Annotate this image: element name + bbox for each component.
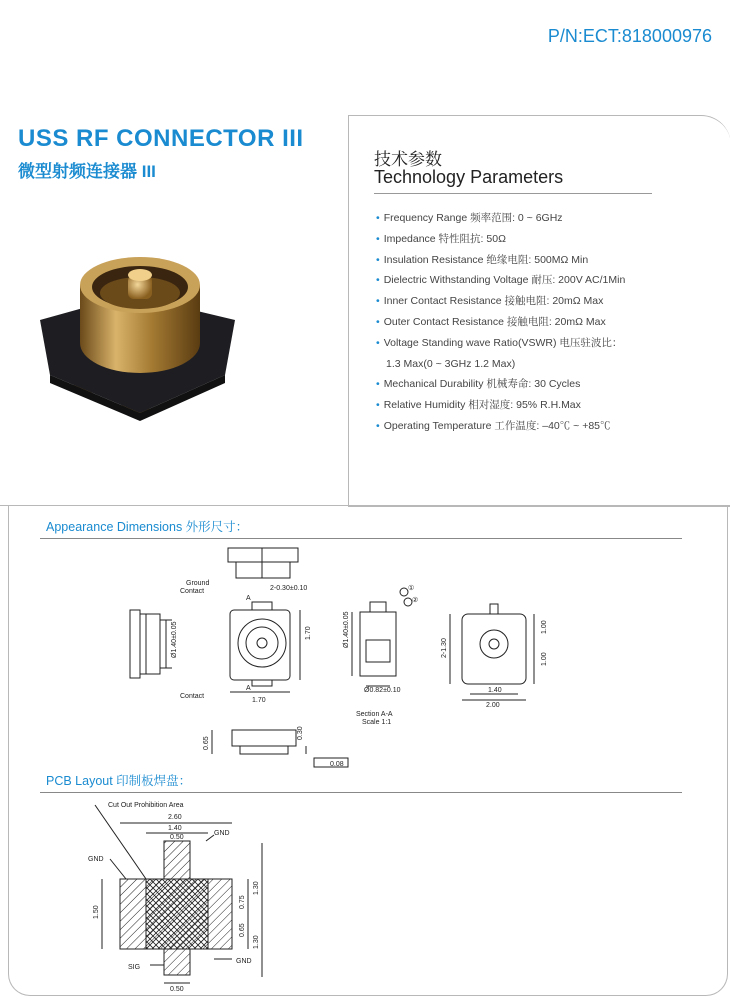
top-outline xyxy=(228,548,298,562)
cutout-area xyxy=(146,879,208,949)
svg-text:1.70: 1.70 xyxy=(252,697,266,704)
bullet-icon: • xyxy=(376,253,380,266)
svg-text:1.30: 1.30 xyxy=(253,935,260,949)
svg-text:1.50: 1.50 xyxy=(93,905,100,919)
param-item: • Dielectric Withstanding Voltage 耐压: 200V AC/1Min xyxy=(376,274,626,287)
svg-text:0.08: 0.08 xyxy=(330,761,344,768)
svg-text:①: ① xyxy=(408,585,415,592)
svg-text:Ground: Ground xyxy=(186,580,210,587)
svg-text:Section A-A: Section A-A xyxy=(356,711,393,718)
param-item: • Operating Temperature 工作温度: –40℃ ~ +85℃ xyxy=(376,419,611,432)
svg-text:Ø1.40±0.05: Ø1.40±0.05 xyxy=(171,621,178,658)
svg-text:SIG: SIG xyxy=(128,964,141,971)
pcb-underline xyxy=(40,792,682,793)
appearance-underline xyxy=(40,538,682,539)
svg-text:0.30: 0.30 xyxy=(297,726,304,740)
svg-text:1.00: 1.00 xyxy=(541,652,548,666)
bullet-icon: • xyxy=(376,212,380,224)
svg-text:2.60: 2.60 xyxy=(168,814,182,821)
svg-text:1.00: 1.00 xyxy=(541,620,548,634)
param-item: • Frequency Range 频率范围: 0 ~ 6GHz xyxy=(376,212,563,224)
sig-pad xyxy=(164,949,190,975)
svg-text:②: ② xyxy=(412,597,419,604)
param-item: • Inner Contact Resistance 接触电阻: 20mΩ Max xyxy=(376,295,604,308)
svg-text:A: A xyxy=(246,685,251,692)
bullet-icon: • xyxy=(376,274,380,287)
svg-text:2-1.30: 2-1.30 xyxy=(441,638,448,658)
param-item: • Voltage Standing wave Ratio(VSWR) 电压驻波比： xyxy=(376,336,623,349)
param-item: • Insulation Resistance 绝缘电阻: 500MΩ Min xyxy=(376,253,589,266)
connector-photo xyxy=(30,235,250,425)
svg-text:0.50: 0.50 xyxy=(170,834,184,841)
param-item: • Outer Contact Resistance 接触电阻: 20mΩ Max xyxy=(376,315,606,328)
svg-text:1.30: 1.30 xyxy=(253,881,260,895)
svg-text:0.75: 0.75 xyxy=(239,895,246,909)
svg-text:Cut Out Prohibition Area: Cut Out Prohibition Area xyxy=(108,802,184,809)
svg-text:Contact: Contact xyxy=(180,693,205,700)
svg-text:2.00: 2.00 xyxy=(486,702,500,709)
param-item: • Impedance 特性阻抗: 50Ω xyxy=(376,232,506,245)
tech-title-underline xyxy=(374,193,652,194)
svg-text:1.70: 1.70 xyxy=(305,626,312,640)
bullet-icon: • xyxy=(376,399,380,412)
bullet-icon: • xyxy=(376,315,380,328)
param-item: • Relative Humidity 相对湿度: 95% R.H.Max xyxy=(376,399,581,412)
appearance-title: Appearance Dimensions 外形尺寸： xyxy=(46,520,249,534)
svg-text:Scale 1:1: Scale 1:1 xyxy=(362,719,392,726)
svg-text:1.40: 1.40 xyxy=(168,825,182,832)
svg-text:0.65: 0.65 xyxy=(239,923,246,937)
svg-text:GND: GND xyxy=(236,958,252,965)
param-list xyxy=(376,208,625,437)
top-outline xyxy=(236,562,290,578)
tech-title-en: Technology Parameters xyxy=(374,167,564,187)
param-item: • Mechanical Durability 机械寿命: 30 Cycles xyxy=(376,378,581,391)
pcb-drawing xyxy=(0,795,730,995)
svg-text:0.65: 0.65 xyxy=(203,736,210,750)
svg-text:Contact: Contact xyxy=(180,588,205,595)
gnd-pad xyxy=(164,841,190,879)
svg-text:GND: GND xyxy=(214,830,230,837)
svg-text:A: A xyxy=(246,595,251,602)
pcb-title: PCB Layout 印制板焊盘： xyxy=(46,774,192,788)
bullet-icon: • xyxy=(376,295,380,308)
bullet-icon: • xyxy=(376,378,380,391)
product-title-cn: 微型射频连接器 III xyxy=(18,162,156,181)
appearance-drawing xyxy=(0,540,730,770)
part-number: P/N:ECT:818000976 xyxy=(547,26,712,46)
svg-text:0.50: 0.50 xyxy=(170,986,184,993)
svg-text:GND: GND xyxy=(88,856,104,863)
bullet-icon: • xyxy=(376,232,380,245)
tech-title-cn: 技术参数 xyxy=(374,150,442,169)
bullet-icon: • xyxy=(376,419,380,432)
svg-text:2-0.30±0.10: 2-0.30±0.10 xyxy=(270,585,308,592)
svg-text:Ø0.82±0.10: Ø0.82±0.10 xyxy=(364,687,401,694)
bullet-icon: • xyxy=(376,336,380,349)
svg-text:1.40: 1.40 xyxy=(488,687,502,694)
param-item-continued: 1.3 Max(0 ~ 3GHz 1.2 Max) xyxy=(386,357,516,370)
svg-text:Ø1.40±0.05: Ø1.40±0.05 xyxy=(343,611,350,648)
product-title-en: USS RF CONNECTOR III xyxy=(18,125,304,152)
